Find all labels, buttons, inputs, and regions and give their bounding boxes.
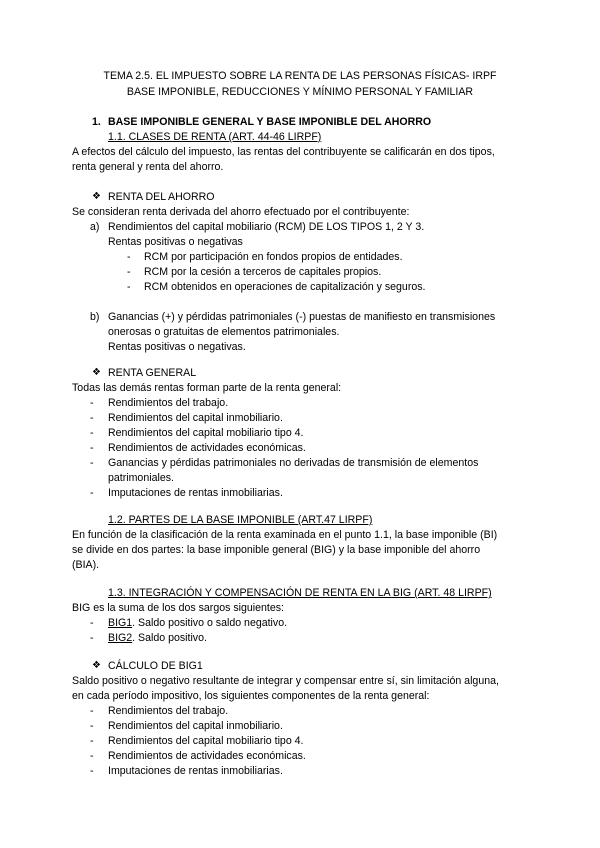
section-1-number: 1. [92, 116, 101, 128]
partes-line-3: (BIA). [72, 559, 100, 571]
header-line-1: TEMA 2.5. EL IMPUESTO SOBRE LA RENTA DE LAS PERSONAS FÍSICAS- IRPF [103, 70, 497, 82]
ahorro-a-sub: Rentas positivas o negativas [108, 236, 243, 248]
calculo-item: Rendimientos del capital mobiliario tipo 4. [108, 735, 304, 747]
calculo-item: Rendimientos de actividades económicas. [108, 750, 306, 762]
dash: - [90, 705, 94, 717]
diamond-bullet-icon: ❖ [92, 191, 101, 202]
dash: - [127, 281, 131, 293]
calculo-heading: CÁLCULO DE BIG1 [108, 660, 203, 672]
dash: - [90, 617, 94, 629]
section-1-title: BASE IMPONIBLE GENERAL Y BASE IMPONIBLE DEL AHORRO [108, 116, 432, 128]
big2-text: . Saldo positivo. [132, 632, 207, 644]
dash: - [90, 397, 94, 409]
big1-label: BIG1 [108, 617, 133, 629]
diamond-bullet-icon: ❖ [92, 367, 101, 378]
rcm-item: RCM por la cesión a terceros de capitales propios. [144, 266, 382, 278]
big2-label: BIG2 [108, 632, 133, 644]
general-item-continuation: patrimoniales. [108, 472, 174, 484]
dash: - [90, 412, 94, 424]
integracion-intro: BIG es la suma de los dos sargos siguientes: [72, 602, 284, 614]
dash: - [90, 720, 94, 732]
header-line-2: BASE IMPONIBLE, REDUCCIONES Y MÍNIMO PERSONAL Y FAMILIAR [126, 86, 474, 98]
subsection-1-1-title: 1.1. CLASES DE RENTA (ART. 44-46 LIRPF) [108, 131, 322, 143]
partes-line-2: se divide en dos partes: la base imponible general (BIG) y la base imponible del ahorro [72, 544, 481, 556]
dash: - [127, 251, 131, 263]
diamond-bullet-icon: ❖ [92, 660, 101, 671]
calculo-line-1: Saldo positivo o negativo resultante de integrar y compensar entre sí, sin limitación alguna, [72, 675, 499, 687]
general-heading: RENTA GENERAL [108, 367, 197, 379]
dash: - [90, 442, 94, 454]
dash: - [90, 457, 94, 469]
intro-line-1: A efectos del cálculo del impuesto, las rentas del contribuyente se calificarán en dos tipos, [72, 146, 495, 158]
general-item: Rendimientos del capital inmobiliario. [108, 412, 283, 424]
ahorro-b-line-1: Ganancias (+) y pérdidas patrimoniales (-) puestas de manifiesto en transmisiones [108, 311, 496, 323]
ahorro-b-label: b) [90, 311, 100, 323]
calculo-item: Rendimientos del trabajo. [108, 705, 229, 717]
dash: - [90, 750, 94, 762]
general-item: Imputaciones de rentas inmobiliarias. [108, 487, 283, 499]
intro-line-2: renta general y renta del ahorro. [72, 161, 224, 173]
partes-line-1: En función de la clasificación de la renta examinada en el punto 1.1, la base imponible (BI) [72, 529, 498, 541]
general-item: Rendimientos de actividades económicas. [108, 442, 306, 454]
subsection-1-3-title: 1.3. INTEGRACIÓN Y COMPENSACIÓN DE RENTA EN LA BIG (ART. 48 LIRPF) [108, 587, 492, 599]
dash: - [90, 765, 94, 777]
ahorro-b-line-3: Rentas positivas o negativas. [108, 341, 246, 353]
ahorro-heading: RENTA DEL AHORRO [108, 191, 215, 203]
ahorro-a-text: Rendimientos del capital mobiliario (RCM) DE LOS TIPOS 1, 2 Y 3. [108, 221, 425, 233]
calculo-item: Rendimientos del capital inmobiliario. [108, 720, 283, 732]
dash: - [90, 427, 94, 439]
ahorro-intro: Se consideran renta derivada del ahorro efectuado por el contribuyente: [72, 206, 410, 218]
ahorro-a-label: a) [90, 221, 100, 233]
big1-item [108, 617, 287, 630]
general-item: Rendimientos del capital mobiliario tipo 4. [108, 427, 304, 439]
general-item: Rendimientos del trabajo. [108, 397, 229, 409]
dash: - [90, 735, 94, 747]
subsection-1-2-title: 1.2. PARTES DE LA BASE IMPONIBLE (ART.47 LIRPF) [108, 514, 373, 526]
big1-text: . Saldo positivo o saldo negativo. [132, 617, 288, 629]
big2-item [108, 632, 207, 645]
ahorro-b-line-2: onerosas o gratuitas de elementos patrimoniales. [108, 326, 340, 338]
general-intro: Todas las demás rentas forman parte de la renta general: [72, 382, 342, 394]
dash: - [90, 632, 94, 644]
rcm-item: RCM por participación en fondos propios de entidades. [144, 251, 403, 263]
calculo-line-2: en cada período impositivo, los siguientes componentes de la renta general: [72, 690, 430, 702]
dash: - [127, 266, 131, 278]
general-item: Ganancias y pérdidas patrimoniales no derivadas de transmisión de elementos [108, 457, 479, 469]
rcm-item: RCM obtenidos en operaciones de capitalización y seguros. [144, 281, 426, 293]
calculo-item: Imputaciones de rentas inmobiliarias. [108, 765, 283, 777]
dash: - [90, 487, 94, 499]
